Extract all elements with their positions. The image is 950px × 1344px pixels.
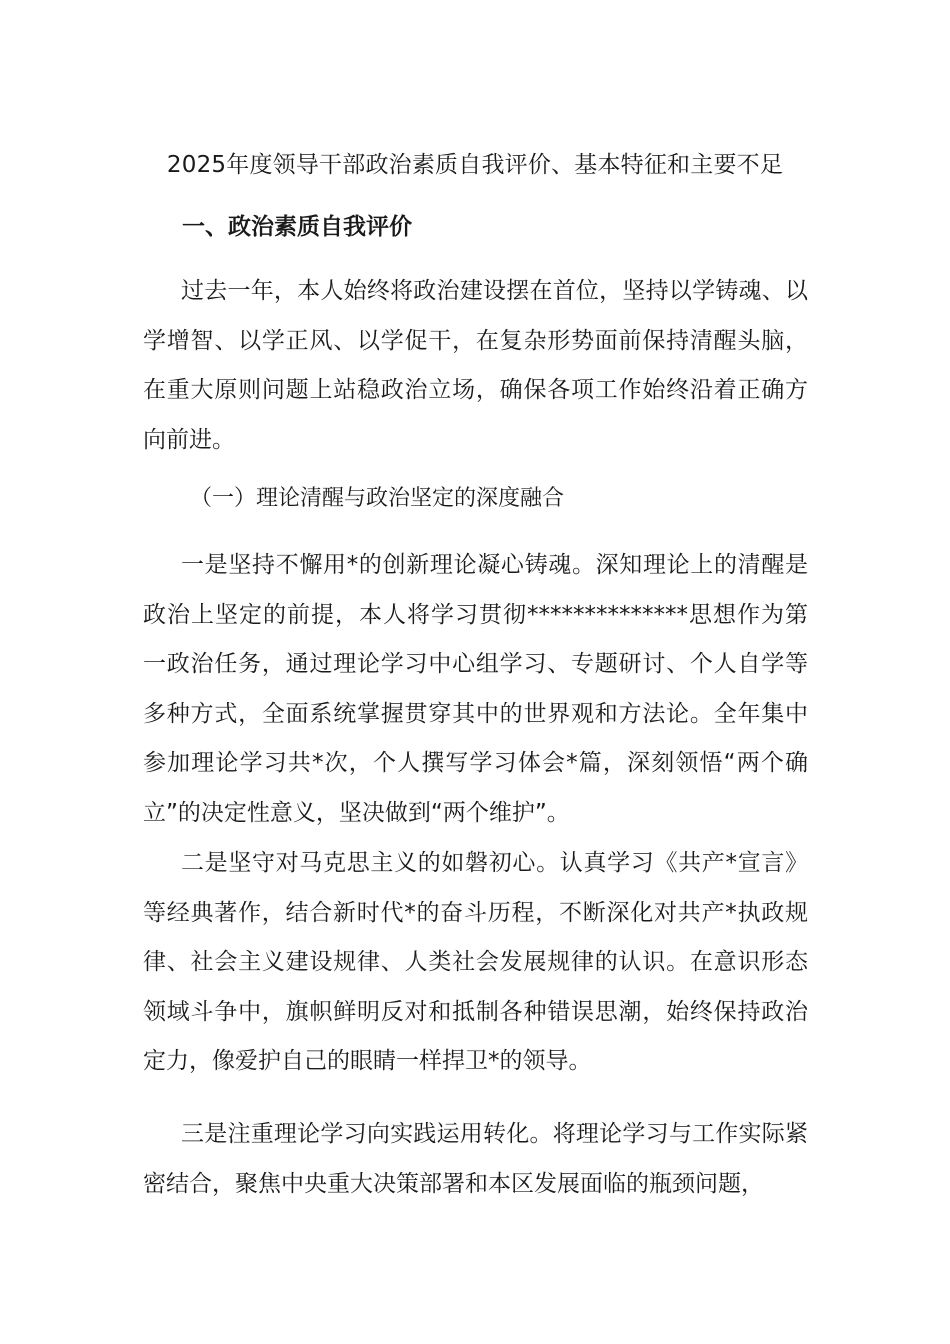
- intro-paragraph: 过去一年，本人始终将政治建设摆在首位，坚持以学铸魂、以学增智、以学正风、以学促干，在复杂形势面前保持清醒头脑，在重大原则问题上站稳政治立场，确保各项工作始终沿着正确方向前进。: [143, 278, 808, 453]
- paragraph-third-point: 三是注重理论学习向实践运用转化。将理论学习与工作实际紧密结合，聚焦中央重大决策部署和本区发展面临的瓶颈问题，: [143, 1121, 808, 1197]
- section-heading-political-quality: 一、政治素质自我评价: [182, 214, 412, 240]
- subsection-heading-theory: （一）理论清醒与政治坚定的深度融合: [190, 486, 565, 511]
- document-title: 2025年度领导干部政治素质自我评价、基本特征和主要不足: [166, 152, 784, 178]
- paragraph-second-point: 二是坚守对马克思主义的如磐初心。认真学习《共产*宣言》等经典著作，结合新时代*的奋斗历程，不断深化对共产*执政规律、社会主义建设规律、人类社会发展规律的认识。在意识形态领域斗争中，旗帜鲜明反对和抵制各种错误思潮，始终保持政治定力，像爱护自己的眼睛一样捍卫*的领导。: [143, 850, 808, 1074]
- paragraph-first-point: 一是坚持不懈用*的创新理论凝心铸魂。深知理论上的清醒是政治上坚定的前提，本人将学习贯彻**************思想作为第一政治任务，通过理论学习中心组学习、专题研讨、个人自学等多种方式，全面系统掌握贯穿其中的世界观和方法论。全年集中参加理论学习共*次，个人撰写学习体会*篇，深刻领悟“两个确立”的决定性意义，坚决做到“两个维护”。: [143, 552, 808, 826]
